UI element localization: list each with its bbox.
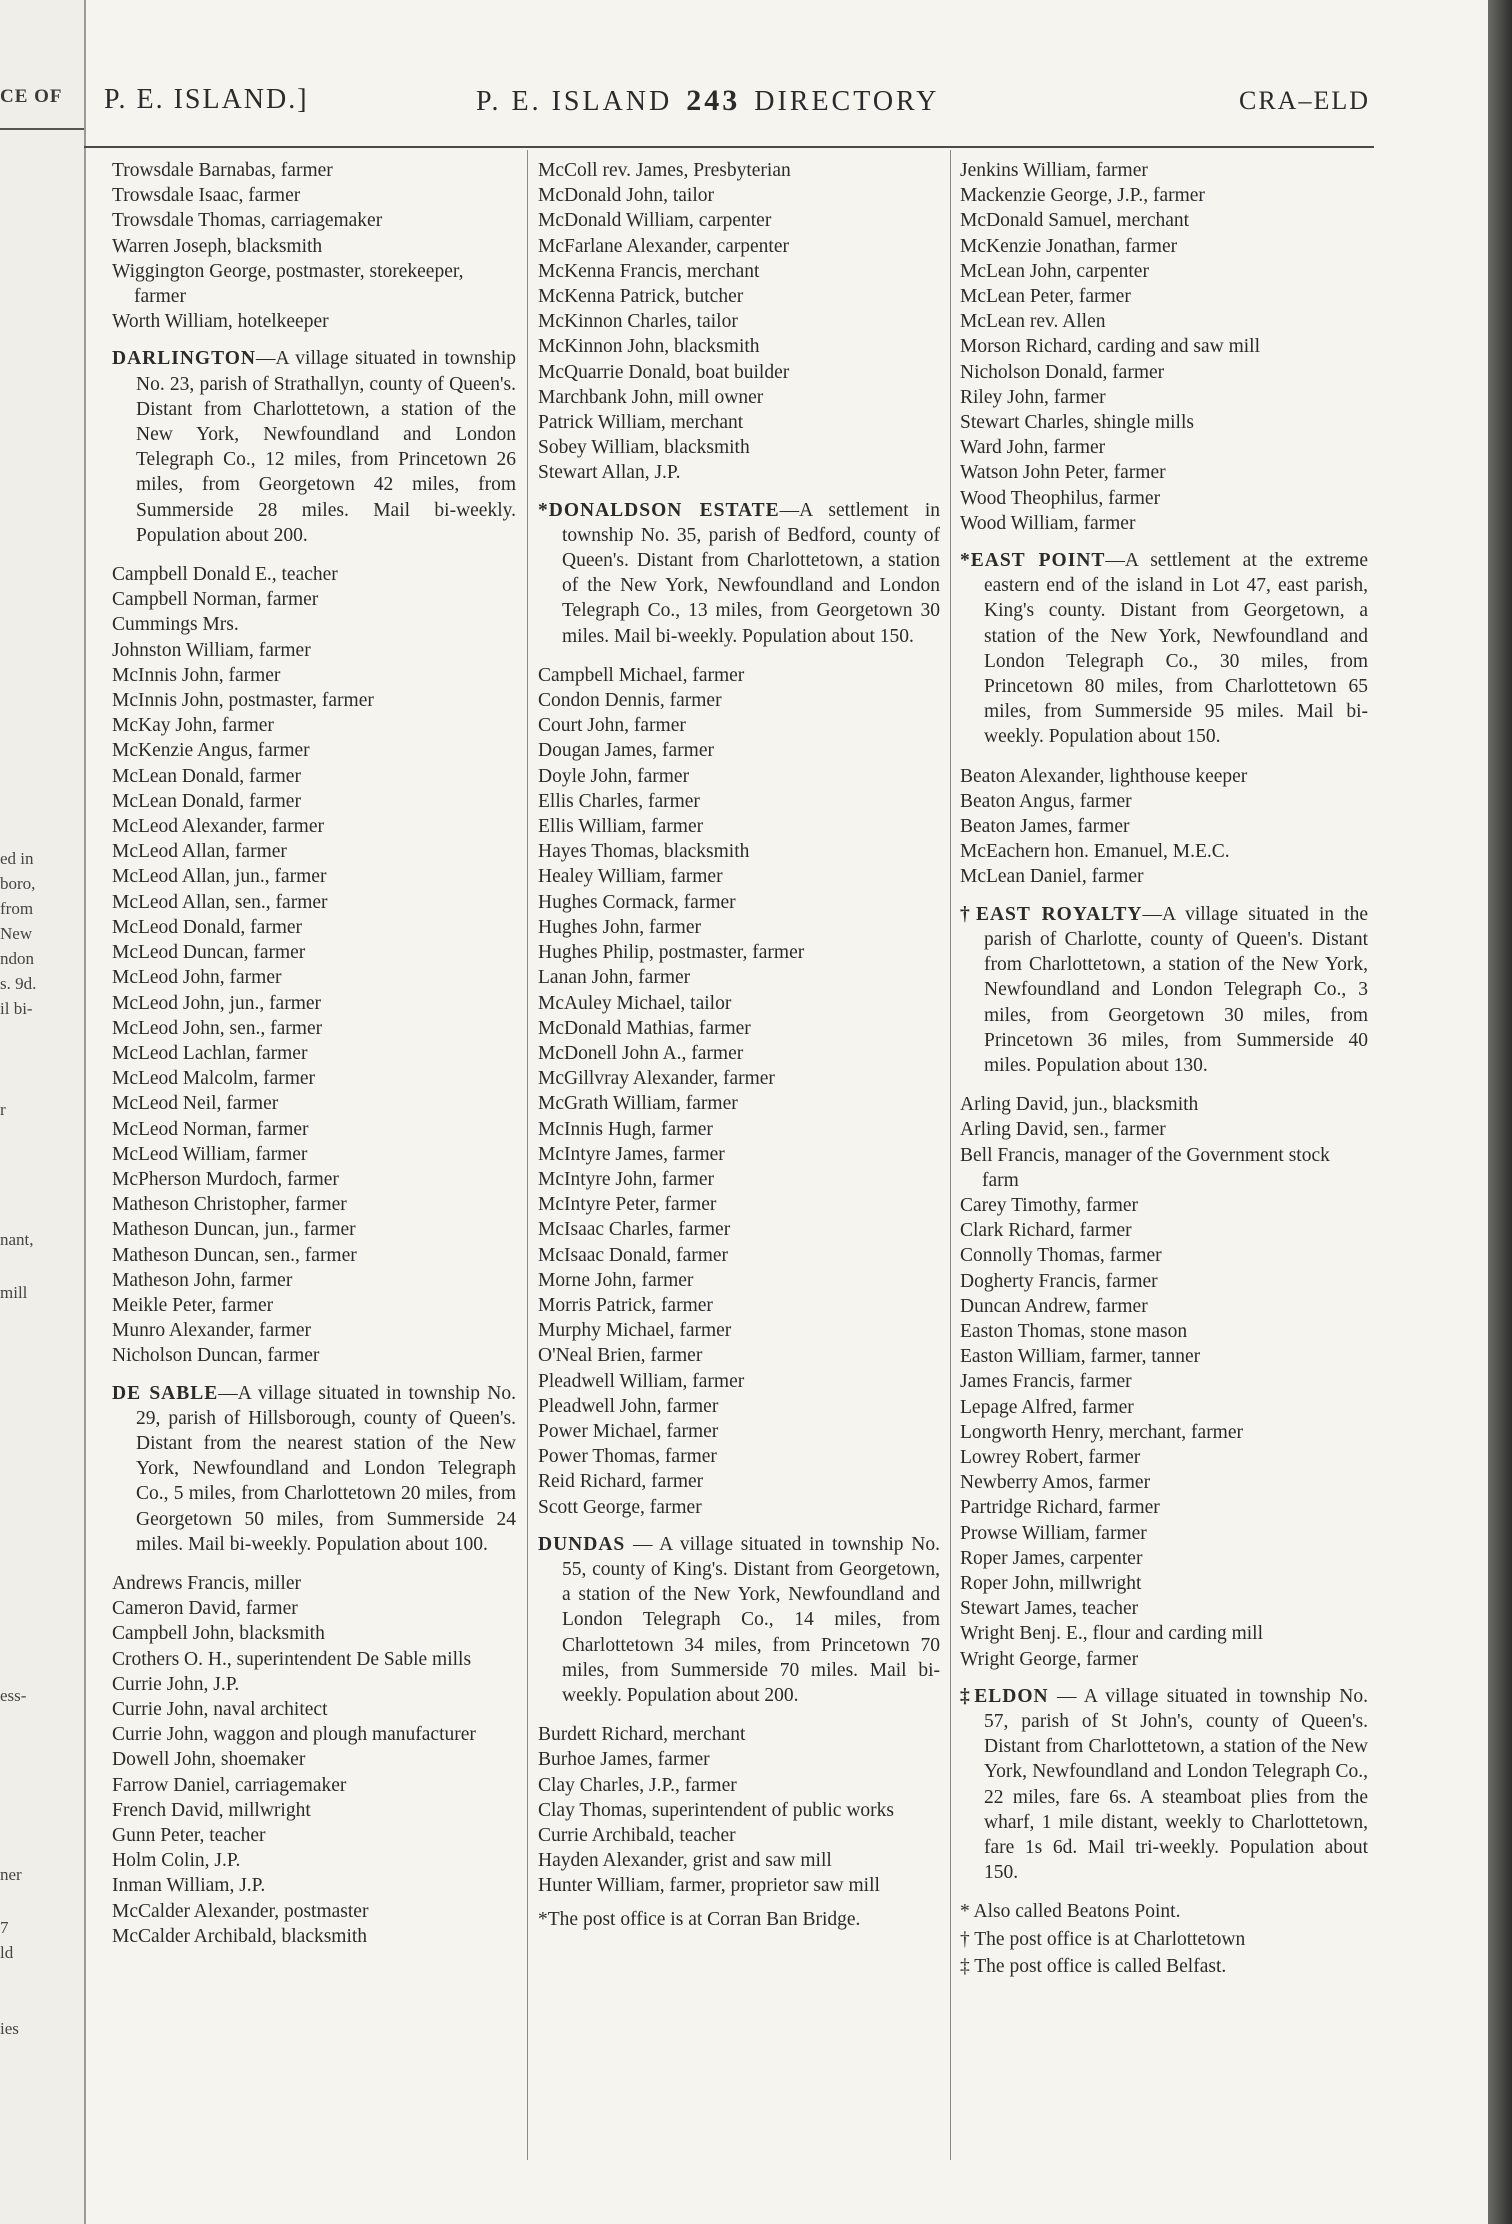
place-name: DUNDAS	[538, 1533, 626, 1555]
place-marker: *	[538, 499, 549, 521]
directory-entry: Arling David, sen., farmer	[960, 1119, 1166, 1141]
directory-entry: Ward John, farmer	[960, 437, 1106, 459]
page-number: 243	[686, 84, 741, 117]
footnote: ‡ The post office is called Belfast.	[960, 1955, 1227, 1977]
column-divider	[950, 150, 951, 2160]
directory-entry: McGrath William, farmer	[538, 1093, 738, 1115]
directory-entry: Roper John, millwright	[960, 1572, 1142, 1594]
directory-entry: Wiggington George, postmaster, storekeeper, farmer	[112, 260, 464, 308]
directory-entry: Hughes Cormack, farmer	[538, 891, 736, 913]
directory-entry: Easton William, farmer, tanner	[960, 1346, 1201, 1368]
directory-entry: Crothers O. H., superintendent De Sable mills	[112, 1648, 472, 1670]
header-title-left: P. E. ISLAND	[476, 86, 673, 117]
directory-entry: Watson John Peter, farmer	[960, 462, 1166, 484]
footnote: *The post office is at Corran Ban Bridge.	[538, 1908, 861, 1930]
place-description-text: — A village situated in township No. 57, parish of St John's, county of Queen's. Distant from Charlottetown, a station of the New York, Newfoundland and London Telegraph Co., 22 miles, fare 6s. A steamboat plies from the wharf, 1 mile distant, weekly to Charlottetown, fare 1s 6d. Mail tri-weekly. Population about 150.	[984, 1685, 1368, 1884]
directory-entry: McLean rev. Allen	[960, 311, 1106, 333]
directory-entry: McLean Peter, farmer	[960, 286, 1131, 308]
place-name: DONALDSON ESTATE	[548, 499, 780, 521]
directory-entry: Burdett Richard, merchant	[538, 1724, 746, 1746]
directory-entry: Wright George, farmer	[960, 1648, 1139, 1670]
place-description	[112, 1381, 516, 1557]
footnote: * Also called Beatons Point.	[960, 1901, 1181, 1923]
directory-entry: Wood William, farmer	[960, 512, 1136, 534]
previous-page-fragment: ess-	[0, 1686, 27, 1705]
previous-page-fragment: s. 9d.	[0, 974, 37, 993]
directory-entry: Currie Archibald, teacher	[538, 1825, 736, 1846]
directory-entry: Meikle Peter, farmer	[112, 1294, 274, 1316]
directory-entry: McDonald Mathias, farmer	[538, 1017, 751, 1039]
previous-page-fragment: boro,	[0, 874, 36, 893]
directory-entry: McLeod Malcolm, farmer	[112, 1068, 316, 1090]
place-name: DE SABLE	[112, 1382, 219, 1404]
directory-entry: McLeod Allan, jun., farmer	[112, 866, 327, 888]
directory-entry: Hayden Alexander, grist and saw mill	[538, 1850, 832, 1872]
place-name: DARLINGTON	[112, 348, 256, 370]
directory-entry: McIntyre Peter, farmer	[538, 1194, 717, 1216]
directory-entry: Hunter William, farmer, proprietor saw mill	[538, 1875, 880, 1897]
directory-entry: McLeod Allan, farmer	[112, 841, 287, 863]
column-divider	[527, 150, 528, 2160]
place-description	[538, 1532, 940, 1708]
directory-entry: McQuarrie Donald, boat builder	[538, 361, 790, 383]
directory-entry: Matheson Duncan, jun., farmer	[112, 1219, 356, 1241]
directory-entry: McIsaac Charles, farmer	[538, 1219, 731, 1241]
directory-column-3	[960, 158, 1368, 1979]
directory-entry: Cameron David, farmer	[112, 1598, 298, 1620]
directory-entry: Worth William, hotelkeeper	[112, 311, 329, 333]
place-description-text: —A settlement in township No. 35, parish of Bedford, county of Queen's. Distant from Charlottetown, a station of the New York, Newfoundland and London Telegraph Co., 13 miles, from Georgetown 30 miles. Mail bi-weekly. Population about 150.	[562, 499, 940, 647]
directory-entry: Dougan James, farmer	[538, 740, 714, 762]
directory-entry: McLeod William, farmer	[112, 1143, 308, 1165]
previous-page-fragment: ed in	[0, 849, 34, 868]
directory-entry: McFarlane Alexander, carpenter	[538, 235, 789, 257]
directory-entry: McKenzie Jonathan, farmer	[960, 235, 1178, 257]
directory-entry: McColl rev. James, Presbyterian	[538, 160, 791, 181]
directory-entry: McLeod John, jun., farmer	[112, 992, 322, 1014]
directory-entry: Healey William, farmer	[538, 866, 723, 888]
directory-entry: Campbell Donald E., teacher	[112, 564, 338, 586]
directory-entry: Connolly Thomas, farmer	[960, 1245, 1162, 1267]
previous-page-edge	[0, 0, 86, 2224]
directory-entry: Beaton James, farmer	[960, 816, 1130, 838]
place-description	[960, 548, 1368, 750]
directory-entry: Riley John, farmer	[960, 386, 1106, 408]
directory-entry: Newberry Amos, farmer	[960, 1472, 1151, 1494]
directory-entry: Stewart Allan, J.P.	[538, 462, 681, 484]
directory-entry: Power Thomas, farmer	[538, 1446, 717, 1468]
directory-entry: Reid Richard, farmer	[538, 1471, 704, 1493]
directory-entry: McKinnon John, blacksmith	[538, 336, 760, 358]
directory-entry: Clark Richard, farmer	[960, 1220, 1132, 1242]
directory-entry: Power Michael, farmer	[538, 1420, 719, 1442]
directory-entry: Condon Dennis, farmer	[538, 690, 722, 712]
header-section-label: P. E. ISLAND.]	[104, 84, 309, 115]
place-description	[960, 902, 1368, 1078]
previous-page-fragment: nant,	[0, 1230, 34, 1249]
directory-entry: McKenna Patrick, butcher	[538, 286, 744, 308]
previous-page-fragment: r	[0, 1100, 6, 1119]
directory-entry: McLeod John, farmer	[112, 967, 282, 989]
directory-entry: Matheson John, farmer	[112, 1269, 293, 1291]
directory-entry: McLeod Neil, farmer	[112, 1093, 279, 1115]
directory-entry: Campbell Michael, farmer	[538, 664, 745, 686]
place-description-text: — A village situated in township No. 55, county of King's. Distant from Georgetown, a station of the New York, Newfoundland and London Telegraph Co., 14 miles, from Charlottetown 34 miles, from Princetown 70 miles, from Summerside 70 miles. Mail bi-weekly. Population about 200.	[562, 1533, 940, 1706]
directory-entry: McLeod Donald, farmer	[112, 916, 303, 938]
directory-entry: Nicholson Donald, farmer	[960, 361, 1165, 383]
directory-entry: Morne John, farmer	[538, 1269, 694, 1291]
previous-page-fragment: ies	[0, 2019, 19, 2038]
directory-entry: McKay John, farmer	[112, 715, 274, 737]
directory-entry: McEachern hon. Emanuel, M.E.C.	[960, 841, 1230, 863]
directory-entry: Lanan John, farmer	[538, 967, 691, 989]
directory-entry: Lowrey Robert, farmer	[960, 1446, 1141, 1468]
directory-entry: McKenzie Angus, farmer	[112, 740, 310, 762]
directory-entry: Munro Alexander, farmer	[112, 1320, 312, 1342]
directory-entry: McDonell John A., farmer	[538, 1042, 744, 1064]
previous-page-fragment: from	[0, 899, 34, 918]
place-description-text: —A village situated in the parish of Charlotte, county of Queen's. Distant from Charlottetown, a station of the New York, Newfoundland and London Telegraph Co., 3 miles, from Georgetown 30 miles, from Princetown 36 miles, from Summerside 40 miles. Population about 130.	[984, 903, 1368, 1076]
directory-entry: McLeod Duncan, farmer	[112, 942, 306, 964]
directory-entry: Marchbank John, mill owner	[538, 386, 764, 408]
directory-entry: Trowsdale Barnabas, farmer	[112, 160, 333, 181]
place-description	[112, 346, 516, 548]
previous-page-fragment: mill	[0, 1283, 28, 1302]
place-marker: ‡	[960, 1685, 975, 1707]
directory-entry: O'Neal Brien, farmer	[538, 1345, 703, 1367]
directory-entry: McLeod Alexander, farmer	[112, 816, 324, 838]
header-range-label: CRA–ELD	[1239, 86, 1370, 115]
directory-entry: Jenkins William, farmer	[960, 160, 1148, 181]
directory-entry: Burhoe James, farmer	[538, 1749, 710, 1771]
previous-page-fragment: ner	[0, 1865, 22, 1884]
directory-entry: McLean John, carpenter	[960, 260, 1149, 282]
directory-entry: Duncan Andrew, farmer	[960, 1295, 1148, 1317]
place-description	[538, 498, 940, 649]
directory-entry: Johnston William, farmer	[112, 639, 311, 661]
place-description-text: —A settlement at the extreme eastern end of the island in Lot 47, east parish, King's county. Distant from Georgetown, a station of the New York, Newfoundland and London Telegraph Co., 30 miles, from Princetown 80 miles, from Charlottetown 65 miles, from Summerside 95 miles. Mail bi-weekly. Population about 150.	[984, 550, 1368, 748]
header-rule	[84, 146, 1374, 148]
directory-entry: Inman William, J.P.	[112, 1875, 266, 1897]
directory-entry: McLeod John, sen., farmer	[112, 1017, 323, 1039]
footnote: † The post office is at Charlottetown	[960, 1928, 1246, 1950]
previous-page-fragment: New	[0, 924, 33, 943]
directory-entry: Andrews Francis, miller	[112, 1572, 302, 1594]
directory-entry: McKenna Francis, merchant	[538, 260, 760, 282]
previous-page-rule	[0, 128, 84, 130]
directory-entry: McIntyre John, farmer	[538, 1168, 714, 1190]
previous-page-fragment: ndon	[0, 949, 34, 968]
book-binding-edge	[1488, 0, 1512, 2224]
directory-entry: McLean Donald, farmer	[112, 790, 301, 812]
directory-entry: Bell Francis, manager of the Government stock farm	[960, 1144, 1330, 1191]
running-header	[104, 84, 1370, 124]
directory-entry: McKinnon Charles, tailor	[538, 311, 738, 333]
directory-entry: Wood Theophilus, farmer	[960, 487, 1161, 509]
directory-entry: James Francis, farmer	[960, 1371, 1132, 1393]
directory-entry: McDonald John, tailor	[538, 185, 715, 207]
directory-entry: McIntyre James, farmer	[538, 1143, 725, 1165]
directory-entry: Mackenzie George, J.P., farmer	[960, 185, 1205, 207]
directory-entry: McCalder Alexander, postmaster	[112, 1900, 369, 1922]
place-description	[960, 1684, 1368, 1886]
directory-entry: Matheson Duncan, sen., farmer	[112, 1244, 357, 1266]
directory-entry: Partridge Richard, farmer	[960, 1497, 1160, 1519]
directory-entry: McLeod Allan, sen., farmer	[112, 891, 328, 913]
directory-entry: Currie John, J.P.	[112, 1673, 240, 1695]
directory-entry: Clay Charles, J.P., farmer	[538, 1774, 737, 1796]
directory-entry: McInnis John, farmer	[112, 664, 281, 686]
directory-entry: Hughes John, farmer	[538, 916, 701, 938]
footnotes	[538, 1907, 940, 1932]
directory-entry: Pleadwell John, farmer	[538, 1395, 719, 1417]
directory-entry: Doyle John, farmer	[538, 765, 690, 787]
directory-entry: Sobey William, blacksmith	[538, 437, 750, 459]
directory-entry: McLean Donald, farmer	[112, 765, 301, 787]
previous-page-fragment: il bi-	[0, 999, 33, 1018]
previous-page-fragment: 7	[0, 1918, 9, 1937]
directory-entry: McDonald William, carpenter	[538, 210, 772, 232]
place-name: EAST ROYALTY	[975, 903, 1143, 925]
directory-entry: Cummings Mrs.	[112, 614, 239, 636]
directory-entry: Hayes Thomas, blacksmith	[538, 841, 750, 863]
directory-entry: McPherson Murdoch, farmer	[112, 1168, 339, 1190]
directory-entry: Pleadwell William, farmer	[538, 1370, 745, 1392]
directory-entry: Prowse William, farmer	[960, 1522, 1147, 1544]
directory-entry: Campbell John, blacksmith	[112, 1623, 325, 1645]
directory-entry: Campbell Norman, farmer	[112, 589, 319, 611]
directory-entry: Dowell John, shoemaker	[112, 1749, 306, 1771]
directory-entry: Holm Colin, J.P.	[112, 1850, 241, 1872]
directory-entry: Nicholson Duncan, farmer	[112, 1345, 320, 1367]
directory-entry: Ellis Charles, farmer	[538, 790, 700, 812]
directory-entry: Patrick William, merchant	[538, 412, 744, 434]
directory-entry: Trowsdale Isaac, farmer	[112, 185, 301, 207]
directory-entry: Longworth Henry, merchant, farmer	[960, 1421, 1243, 1443]
directory-entry: McIsaac Donald, farmer	[538, 1244, 729, 1266]
directory-column-1	[112, 158, 516, 1949]
previous-page-fragment: ld	[0, 1943, 14, 1962]
directory-entry: McAuley Michael, tailor	[538, 992, 732, 1014]
directory-entry: Murphy Michael, farmer	[538, 1320, 732, 1342]
directory-entry: Stewart Charles, shingle mills	[960, 412, 1194, 434]
directory-entry: Gunn Peter, teacher	[112, 1825, 266, 1846]
directory-entry: Clay Thomas, superintendent of public works	[538, 1799, 894, 1821]
directory-entry: Morris Patrick, farmer	[538, 1294, 713, 1316]
directory-entry: Lepage Alfred, farmer	[960, 1396, 1134, 1418]
directory-entry: Dogherty Francis, farmer	[960, 1270, 1158, 1292]
directory-column-2	[538, 158, 940, 1932]
directory-entry: Court John, farmer	[538, 715, 686, 737]
directory-entry: Carey Timothy, farmer	[960, 1194, 1139, 1216]
directory-entry: Arling David, jun., blacksmith	[960, 1094, 1199, 1116]
directory-entry: McLean Daniel, farmer	[960, 866, 1144, 888]
place-marker: †	[960, 903, 976, 925]
place-description-text: —A village situated in township No. 23, parish of Strathallyn, county of Queen's. Distant from Charlottetown, a station of the New York, Newfoundland and London Telegraph Co., 12 miles, from Princetown 26 miles, from Georgetown 42 miles, from Summerside 28 miles. Mail bi-weekly. Population about 200.	[136, 348, 516, 546]
directory-entry: McLeod Norman, farmer	[112, 1118, 309, 1140]
directory-entry: Easton Thomas, stone mason	[960, 1320, 1188, 1342]
directory-entry: Wright Benj. E., flour and carding mill	[960, 1623, 1264, 1645]
directory-entry: Stewart James, teacher	[960, 1598, 1139, 1620]
directory-entry: Roper James, carpenter	[960, 1547, 1143, 1569]
directory-entry: Matheson Christopher, farmer	[112, 1194, 347, 1216]
directory-entry: Farrow Daniel, carriagemaker	[112, 1774, 347, 1796]
place-name: ELDON	[974, 1685, 1049, 1707]
previous-page-header: CE OF	[0, 86, 63, 107]
place-marker: *	[960, 550, 971, 572]
directory-entry: McInnis Hugh, farmer	[538, 1118, 713, 1140]
directory-entry: McLeod Lachlan, farmer	[112, 1042, 308, 1064]
directory-entry: Scott George, farmer	[538, 1496, 702, 1518]
directory-entry: McInnis John, postmaster, farmer	[112, 690, 374, 712]
directory-entry: Morson Richard, carding and saw mill	[960, 336, 1261, 358]
directory-entry: Warren Joseph, blacksmith	[112, 235, 323, 257]
directory-entry: Beaton Alexander, lighthouse keeper	[960, 765, 1248, 787]
header-title-right: DIRECTORY	[754, 86, 940, 117]
directory-entry: Currie John, waggon and plough manufacturer	[112, 1724, 476, 1746]
directory-entry: McCalder Archibald, blacksmith	[112, 1925, 368, 1947]
directory-entry: French David, millwright	[112, 1799, 311, 1821]
directory-entry: Currie John, naval architect	[112, 1698, 328, 1720]
footnotes	[960, 1899, 1368, 1979]
directory-entry: McGillvray Alexander, farmer	[538, 1068, 775, 1090]
directory-entry: Ellis William, farmer	[538, 816, 704, 838]
directory-entry: Hughes Philip, postmaster, farmer	[538, 942, 805, 964]
place-description-text: —A village situated in township No. 29, parish of Hillsborough, county of Queen's. Distant from the nearest station of the New York, Newfoundland and London Telegraph Co., 5 miles, from Charlottetown 20 miles, from Georgetown 50 miles, from Summerside 24 miles. Mail bi-weekly. Population about 100.	[136, 1382, 516, 1555]
directory-entry: Beaton Angus, farmer	[960, 790, 1132, 812]
directory-entry: McDonald Samuel, merchant	[960, 210, 1190, 232]
header-title	[476, 84, 939, 118]
directory-entry: Trowsdale Thomas, carriagemaker	[112, 210, 383, 232]
place-name: EAST POINT	[970, 550, 1106, 572]
